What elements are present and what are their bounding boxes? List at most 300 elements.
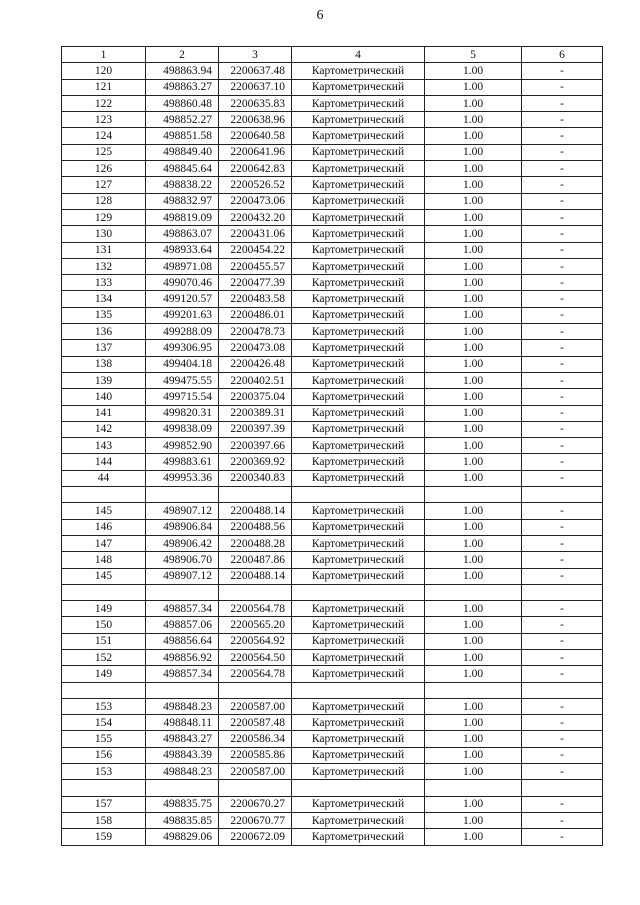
table-cell: - bbox=[522, 356, 603, 372]
table-cell: Картометрический bbox=[292, 568, 425, 584]
table-cell: - bbox=[522, 812, 603, 828]
table-body bbox=[62, 47, 603, 846]
table-row bbox=[62, 79, 603, 95]
table-row bbox=[62, 258, 603, 274]
table-cell: - bbox=[522, 764, 603, 780]
table-cell: 498845.64 bbox=[146, 161, 219, 177]
table-cell: 499201.63 bbox=[146, 307, 219, 323]
table-cell: - bbox=[522, 63, 603, 79]
table-cell: 498829.06 bbox=[146, 829, 219, 845]
table-cell: 1.00 bbox=[425, 552, 522, 568]
table-cell: Картометрический bbox=[292, 796, 425, 812]
table-row bbox=[62, 324, 603, 340]
table-cell: 145 bbox=[62, 503, 146, 519]
table-cell: 498863.07 bbox=[146, 226, 219, 242]
empty-cell bbox=[522, 584, 603, 600]
table-cell: 1.00 bbox=[425, 535, 522, 551]
table-cell: 1.00 bbox=[425, 356, 522, 372]
table-cell: 153 bbox=[62, 764, 146, 780]
column-header: 6 bbox=[522, 47, 603, 63]
table-cell: 126 bbox=[62, 161, 146, 177]
page-number: 6 bbox=[316, 8, 324, 23]
table-cell: Картометрический bbox=[292, 177, 425, 193]
table-row bbox=[62, 470, 603, 486]
table-cell: 1.00 bbox=[425, 291, 522, 307]
table-cell: Картометрический bbox=[292, 128, 425, 144]
table-row bbox=[62, 209, 603, 225]
table-cell: 44 bbox=[62, 470, 146, 486]
table-cell: 2200585.86 bbox=[219, 747, 292, 763]
table-row bbox=[62, 519, 603, 535]
empty-cell bbox=[62, 780, 146, 796]
empty-cell bbox=[146, 682, 219, 698]
table-cell: 1.00 bbox=[425, 226, 522, 242]
table-cell: 1.00 bbox=[425, 258, 522, 274]
empty-cell bbox=[292, 780, 425, 796]
table-cell: - bbox=[522, 715, 603, 731]
table-cell: 1.00 bbox=[425, 372, 522, 388]
table-cell: 1.00 bbox=[425, 242, 522, 258]
table-cell: - bbox=[522, 95, 603, 111]
table-cell: Картометрический bbox=[292, 95, 425, 111]
table-cell: 2200670.27 bbox=[219, 796, 292, 812]
table-cell: - bbox=[522, 226, 603, 242]
table-cell: 1.00 bbox=[425, 470, 522, 486]
table-cell: 498835.75 bbox=[146, 796, 219, 812]
table-cell: 139 bbox=[62, 372, 146, 388]
table-cell: Картометрический bbox=[292, 63, 425, 79]
column-header: 1 bbox=[62, 47, 146, 63]
table-cell: 1.00 bbox=[425, 601, 522, 617]
table-row bbox=[62, 715, 603, 731]
empty-cell bbox=[62, 682, 146, 698]
table-cell: Картометрический bbox=[292, 79, 425, 95]
table-cell: 1.00 bbox=[425, 193, 522, 209]
table-cell: Картометрический bbox=[292, 193, 425, 209]
empty-cell bbox=[425, 487, 522, 503]
table-cell: 498848.23 bbox=[146, 764, 219, 780]
table-cell: 2200488.28 bbox=[219, 535, 292, 551]
empty-cell bbox=[292, 682, 425, 698]
coordinates-table bbox=[61, 46, 603, 846]
table-cell: 498856.92 bbox=[146, 649, 219, 665]
table-row bbox=[62, 601, 603, 617]
table-cell: 1.00 bbox=[425, 829, 522, 845]
table-cell: - bbox=[522, 112, 603, 128]
table-cell: 130 bbox=[62, 226, 146, 242]
table-cell: 499852.90 bbox=[146, 438, 219, 454]
table-cell: - bbox=[522, 601, 603, 617]
table-cell: 136 bbox=[62, 324, 146, 340]
table-cell: Картометрический bbox=[292, 161, 425, 177]
table-cell: 121 bbox=[62, 79, 146, 95]
table-cell: 1.00 bbox=[425, 731, 522, 747]
table-row bbox=[62, 144, 603, 160]
table-cell: Картометрический bbox=[292, 454, 425, 470]
table-row bbox=[62, 796, 603, 812]
table-cell: 1.00 bbox=[425, 63, 522, 79]
table-cell: 2200642.83 bbox=[219, 161, 292, 177]
table-cell: 2200454.22 bbox=[219, 242, 292, 258]
table-cell: - bbox=[522, 324, 603, 340]
table-cell: 1.00 bbox=[425, 715, 522, 731]
table-cell: 1.00 bbox=[425, 747, 522, 763]
table-cell: 498906.84 bbox=[146, 519, 219, 535]
table-cell: 498857.06 bbox=[146, 617, 219, 633]
table-cell: 1.00 bbox=[425, 698, 522, 714]
table-cell: 2200477.39 bbox=[219, 275, 292, 291]
table-row bbox=[62, 568, 603, 584]
table-cell: 498906.70 bbox=[146, 552, 219, 568]
table-cell: - bbox=[522, 193, 603, 209]
table-row bbox=[62, 291, 603, 307]
table-cell: 1.00 bbox=[425, 112, 522, 128]
table-cell: 1.00 bbox=[425, 764, 522, 780]
table-cell: - bbox=[522, 128, 603, 144]
empty-cell bbox=[219, 487, 292, 503]
table-cell: Картометрический bbox=[292, 226, 425, 242]
table-cell: 2200389.31 bbox=[219, 405, 292, 421]
table-cell: 1.00 bbox=[425, 340, 522, 356]
table-cell: Картометрический bbox=[292, 324, 425, 340]
table-cell: Картометрический bbox=[292, 519, 425, 535]
table-cell: - bbox=[522, 503, 603, 519]
table-cell: 2200640.58 bbox=[219, 128, 292, 144]
table-cell: - bbox=[522, 389, 603, 405]
table-cell: 499288.09 bbox=[146, 324, 219, 340]
table-cell: 2200397.39 bbox=[219, 421, 292, 437]
table-cell: 2200375.04 bbox=[219, 389, 292, 405]
table-cell: 498851.58 bbox=[146, 128, 219, 144]
table-cell: 498838.22 bbox=[146, 177, 219, 193]
table-cell: 2200488.56 bbox=[219, 519, 292, 535]
table-cell: 2200641.96 bbox=[219, 144, 292, 160]
table-cell: 1.00 bbox=[425, 796, 522, 812]
table-row bbox=[62, 764, 603, 780]
table-cell: Картометрический bbox=[292, 731, 425, 747]
table-gap-row bbox=[62, 682, 603, 698]
table-row bbox=[62, 177, 603, 193]
table-cell: - bbox=[522, 519, 603, 535]
table-cell: - bbox=[522, 307, 603, 323]
table-cell: Картометрический bbox=[292, 812, 425, 828]
table-cell: - bbox=[522, 79, 603, 95]
table-cell: 156 bbox=[62, 747, 146, 763]
table-cell: 1.00 bbox=[425, 405, 522, 421]
table-cell: 143 bbox=[62, 438, 146, 454]
table-cell: 2200483.58 bbox=[219, 291, 292, 307]
table-cell: Картометрический bbox=[292, 715, 425, 731]
table-cell: - bbox=[522, 698, 603, 714]
empty-cell bbox=[62, 487, 146, 503]
table-cell: 2200473.06 bbox=[219, 193, 292, 209]
table-row bbox=[62, 372, 603, 388]
table-cell: 145 bbox=[62, 568, 146, 584]
table-cell: - bbox=[522, 747, 603, 763]
empty-cell bbox=[62, 584, 146, 600]
table-cell: 159 bbox=[62, 829, 146, 845]
table-cell: 1.00 bbox=[425, 438, 522, 454]
empty-cell bbox=[522, 780, 603, 796]
table-cell: 2200672.09 bbox=[219, 829, 292, 845]
column-header: 4 bbox=[292, 47, 425, 63]
table-cell: 1.00 bbox=[425, 161, 522, 177]
column-header: 5 bbox=[425, 47, 522, 63]
table-cell: Картометрический bbox=[292, 421, 425, 437]
table-row bbox=[62, 340, 603, 356]
table-cell: 157 bbox=[62, 796, 146, 812]
table-cell: - bbox=[522, 275, 603, 291]
table-row bbox=[62, 454, 603, 470]
table-row bbox=[62, 747, 603, 763]
table-cell: 2200397.66 bbox=[219, 438, 292, 454]
table-cell: 498971.08 bbox=[146, 258, 219, 274]
table-cell: 1.00 bbox=[425, 275, 522, 291]
table-cell: 1.00 bbox=[425, 503, 522, 519]
table-cell: Картометрический bbox=[292, 535, 425, 551]
table-cell: 2200431.06 bbox=[219, 226, 292, 242]
table-cell: 498907.12 bbox=[146, 568, 219, 584]
table-cell: 2200637.48 bbox=[219, 63, 292, 79]
table-cell: 1.00 bbox=[425, 209, 522, 225]
table-row bbox=[62, 128, 603, 144]
column-header: 3 bbox=[219, 47, 292, 63]
table-row bbox=[62, 275, 603, 291]
table-cell: 150 bbox=[62, 617, 146, 633]
table-cell: 140 bbox=[62, 389, 146, 405]
table-cell: 2200526.52 bbox=[219, 177, 292, 193]
table-cell: 2200432.20 bbox=[219, 209, 292, 225]
table-row bbox=[62, 552, 603, 568]
table-cell: Картометрический bbox=[292, 552, 425, 568]
table-cell: 2200478.73 bbox=[219, 324, 292, 340]
empty-cell bbox=[522, 682, 603, 698]
table-cell: 158 bbox=[62, 812, 146, 828]
table-cell: 141 bbox=[62, 405, 146, 421]
table-cell: 138 bbox=[62, 356, 146, 372]
table-cell: - bbox=[522, 633, 603, 649]
table-cell: 1.00 bbox=[425, 79, 522, 95]
table-cell: - bbox=[522, 209, 603, 225]
table-row bbox=[62, 731, 603, 747]
column-header: 2 bbox=[146, 47, 219, 63]
empty-cell bbox=[292, 584, 425, 600]
table-cell: 498832.97 bbox=[146, 193, 219, 209]
table-cell: Картометрический bbox=[292, 764, 425, 780]
table-cell: 127 bbox=[62, 177, 146, 193]
table-cell: - bbox=[522, 438, 603, 454]
table-cell: 2200426.48 bbox=[219, 356, 292, 372]
table-cell: 499838.09 bbox=[146, 421, 219, 437]
table-cell: 129 bbox=[62, 209, 146, 225]
table-cell: - bbox=[522, 649, 603, 665]
table-cell: 499715.54 bbox=[146, 389, 219, 405]
table-cell: Картометрический bbox=[292, 405, 425, 421]
table-cell: 155 bbox=[62, 731, 146, 747]
table-cell: 498856.64 bbox=[146, 633, 219, 649]
table-cell: - bbox=[522, 666, 603, 682]
table-cell: 2200587.48 bbox=[219, 715, 292, 731]
table-row bbox=[62, 112, 603, 128]
table-cell: - bbox=[522, 144, 603, 160]
table-cell: 498843.27 bbox=[146, 731, 219, 747]
table-cell: 1.00 bbox=[425, 95, 522, 111]
table-cell: - bbox=[522, 405, 603, 421]
empty-cell bbox=[219, 682, 292, 698]
table-cell: 499120.57 bbox=[146, 291, 219, 307]
empty-cell bbox=[425, 584, 522, 600]
table-cell: 498857.34 bbox=[146, 601, 219, 617]
table-cell: 133 bbox=[62, 275, 146, 291]
table-cell: Картометрический bbox=[292, 601, 425, 617]
table-cell: - bbox=[522, 617, 603, 633]
table-cell: - bbox=[522, 161, 603, 177]
table-cell: 498852.27 bbox=[146, 112, 219, 128]
table-cell: 498819.09 bbox=[146, 209, 219, 225]
table-header-row bbox=[62, 47, 603, 63]
table-cell: 2200586.34 bbox=[219, 731, 292, 747]
table-cell: - bbox=[522, 454, 603, 470]
table-cell: 2200488.14 bbox=[219, 503, 292, 519]
table-cell: 149 bbox=[62, 666, 146, 682]
table-cell: - bbox=[522, 372, 603, 388]
table-cell: - bbox=[522, 470, 603, 486]
table-cell: 498933.64 bbox=[146, 242, 219, 258]
table-cell: Картометрический bbox=[292, 633, 425, 649]
table-row bbox=[62, 307, 603, 323]
table-cell: Картометрический bbox=[292, 438, 425, 454]
table-cell: - bbox=[522, 796, 603, 812]
table-cell: 2200565.20 bbox=[219, 617, 292, 633]
table-cell: 499306.95 bbox=[146, 340, 219, 356]
empty-cell bbox=[522, 487, 603, 503]
table-cell: 1.00 bbox=[425, 128, 522, 144]
table-cell: 153 bbox=[62, 698, 146, 714]
table-cell: 498835.85 bbox=[146, 812, 219, 828]
table-cell: Картометрический bbox=[292, 829, 425, 845]
table-cell: 498906.42 bbox=[146, 535, 219, 551]
table-row bbox=[62, 405, 603, 421]
table-cell: 142 bbox=[62, 421, 146, 437]
table-cell: 2200635.83 bbox=[219, 95, 292, 111]
table-cell: 137 bbox=[62, 340, 146, 356]
table-row bbox=[62, 226, 603, 242]
table-cell: 124 bbox=[62, 128, 146, 144]
table-cell: 2200564.78 bbox=[219, 601, 292, 617]
table-gap-row bbox=[62, 487, 603, 503]
table-cell: Картометрический bbox=[292, 340, 425, 356]
table-cell: 1.00 bbox=[425, 307, 522, 323]
table-cell: 1.00 bbox=[425, 519, 522, 535]
empty-cell bbox=[146, 487, 219, 503]
table-cell: 1.00 bbox=[425, 454, 522, 470]
table-cell: 498907.12 bbox=[146, 503, 219, 519]
table-cell: 2200402.51 bbox=[219, 372, 292, 388]
table-cell: 499883.61 bbox=[146, 454, 219, 470]
table-cell: 2200637.10 bbox=[219, 79, 292, 95]
table-cell: 499953.36 bbox=[146, 470, 219, 486]
table-row bbox=[62, 535, 603, 551]
table-cell: 132 bbox=[62, 258, 146, 274]
table-cell: Картометрический bbox=[292, 112, 425, 128]
table-row bbox=[62, 829, 603, 845]
table-cell: - bbox=[522, 731, 603, 747]
table-cell: - bbox=[522, 421, 603, 437]
table-cell: 149 bbox=[62, 601, 146, 617]
table-cell: 499070.46 bbox=[146, 275, 219, 291]
table-row bbox=[62, 95, 603, 111]
table-cell: Картометрический bbox=[292, 649, 425, 665]
table-cell: 128 bbox=[62, 193, 146, 209]
table-row bbox=[62, 649, 603, 665]
empty-cell bbox=[425, 780, 522, 796]
table-cell: 2200369.92 bbox=[219, 454, 292, 470]
table-cell: 147 bbox=[62, 535, 146, 551]
table-cell: - bbox=[522, 242, 603, 258]
table-cell: Картометрический bbox=[292, 470, 425, 486]
table-cell: Картометрический bbox=[292, 307, 425, 323]
table-cell: 2200564.50 bbox=[219, 649, 292, 665]
table-cell: - bbox=[522, 340, 603, 356]
table-cell: Картометрический bbox=[292, 144, 425, 160]
table-cell: 1.00 bbox=[425, 633, 522, 649]
table-cell: 120 bbox=[62, 63, 146, 79]
table-cell: Картометрический bbox=[292, 258, 425, 274]
empty-cell bbox=[146, 584, 219, 600]
table-cell: 151 bbox=[62, 633, 146, 649]
table-cell: 2200564.92 bbox=[219, 633, 292, 649]
table-row bbox=[62, 421, 603, 437]
table-cell: - bbox=[522, 568, 603, 584]
table-cell: 498857.34 bbox=[146, 666, 219, 682]
table-cell: 499404.18 bbox=[146, 356, 219, 372]
table-cell: 148 bbox=[62, 552, 146, 568]
table-gap-row bbox=[62, 780, 603, 796]
table-cell: 2200488.14 bbox=[219, 568, 292, 584]
table-cell: Картометрический bbox=[292, 747, 425, 763]
empty-cell bbox=[219, 584, 292, 600]
table-row bbox=[62, 812, 603, 828]
table-cell: 498848.11 bbox=[146, 715, 219, 731]
table-cell: 1.00 bbox=[425, 177, 522, 193]
table-row bbox=[62, 633, 603, 649]
table-cell: 499475.55 bbox=[146, 372, 219, 388]
table-row bbox=[62, 356, 603, 372]
table-cell: 1.00 bbox=[425, 649, 522, 665]
table-cell: 131 bbox=[62, 242, 146, 258]
table-cell: 498863.94 bbox=[146, 63, 219, 79]
table-row bbox=[62, 617, 603, 633]
table-cell: Картометрический bbox=[292, 291, 425, 307]
table-cell: Картометрический bbox=[292, 389, 425, 405]
table-cell: 1.00 bbox=[425, 144, 522, 160]
table-cell: Картометрический bbox=[292, 503, 425, 519]
table-cell: - bbox=[522, 258, 603, 274]
table-cell: 1.00 bbox=[425, 666, 522, 682]
table-cell: 134 bbox=[62, 291, 146, 307]
table-cell: Картометрический bbox=[292, 209, 425, 225]
table-cell: 123 bbox=[62, 112, 146, 128]
table-cell: 1.00 bbox=[425, 812, 522, 828]
table-cell: 135 bbox=[62, 307, 146, 323]
table-cell: Картометрический bbox=[292, 372, 425, 388]
empty-cell bbox=[219, 780, 292, 796]
table-cell: Картометрический bbox=[292, 356, 425, 372]
table-cell: 1.00 bbox=[425, 617, 522, 633]
table-cell: 498848.23 bbox=[146, 698, 219, 714]
table-row bbox=[62, 438, 603, 454]
table-row bbox=[62, 503, 603, 519]
